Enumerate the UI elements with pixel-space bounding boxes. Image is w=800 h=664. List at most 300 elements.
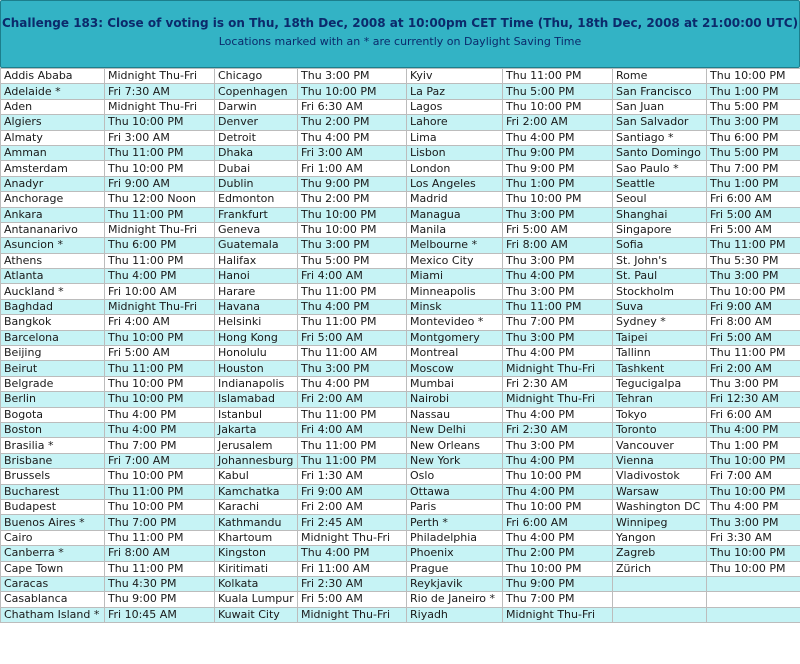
local-time-cell: Thu 7:00 PM (707, 161, 800, 176)
table-row (1, 315, 800, 330)
timezone-table (0, 68, 800, 623)
city-name-cell: Singapore (613, 222, 707, 237)
local-time-cell (707, 592, 800, 607)
page-subtitle: Locations marked with an * are currently on Daylight Saving Time (218, 35, 582, 48)
city-name-cell: Lisbon (407, 145, 503, 160)
city-name-cell: New York (407, 453, 503, 468)
city-name-cell: Ottawa (407, 484, 503, 499)
city-name-cell: Kingston (215, 546, 298, 561)
table-row (1, 99, 800, 114)
table-row (1, 561, 800, 576)
city-name-cell: Phoenix (407, 546, 503, 561)
local-time-cell: Fri 5:00 AM (707, 330, 800, 345)
city-name-cell: Winnipeg (613, 515, 707, 530)
city-name-cell: Santo Domingo (613, 145, 707, 160)
local-time-cell: Fri 1:00 AM (298, 161, 407, 176)
local-time-cell: Thu 4:00 PM (298, 376, 407, 391)
city-name-cell: Montreal (407, 346, 503, 361)
local-time-cell: Fri 2:45 AM (298, 515, 407, 530)
city-name-cell: Montevideo * (407, 315, 503, 330)
local-time-cell: Thu 11:00 PM (298, 453, 407, 468)
local-time-cell: Fri 5:00 AM (707, 207, 800, 222)
local-time-cell: Thu 10:00 PM (105, 330, 215, 345)
local-time-cell: Thu 5:00 PM (707, 145, 800, 160)
table-row (1, 299, 800, 314)
city-name-cell: Jerusalem (215, 438, 298, 453)
local-time-cell: Thu 10:00 PM (503, 99, 613, 114)
city-name-cell: Mumbai (407, 376, 503, 391)
local-time-cell: Thu 9:00 PM (503, 145, 613, 160)
local-time-cell: Fri 6:00 AM (503, 515, 613, 530)
local-time-cell: Fri 5:00 AM (707, 222, 800, 237)
city-name-cell: Kuwait City (215, 607, 298, 622)
local-time-cell: Fri 9:00 AM (298, 484, 407, 499)
table-row (1, 192, 800, 207)
city-name-cell: Kuala Lumpur (215, 592, 298, 607)
city-name-cell: Bogota (1, 407, 105, 422)
city-name-cell: Tashkent (613, 361, 707, 376)
city-name-cell (613, 607, 707, 622)
city-name-cell: Tokyo (613, 407, 707, 422)
local-time-cell: Thu 3:00 PM (707, 269, 800, 284)
city-name-cell: Johannesburg (215, 453, 298, 468)
city-name-cell: Brisbane (1, 453, 105, 468)
local-time-cell: Thu 4:00 PM (707, 499, 800, 514)
city-name-cell: Amman (1, 145, 105, 160)
local-time-cell: Thu 11:00 PM (298, 438, 407, 453)
local-time-cell: Thu 4:00 PM (503, 530, 613, 545)
local-time-cell: Thu 10:00 PM (707, 284, 800, 299)
table-row (1, 515, 800, 530)
city-name-cell: Belgrade (1, 376, 105, 391)
local-time-cell: Thu 10:00 PM (298, 207, 407, 222)
table-row (1, 284, 800, 299)
city-name-cell: Reykjavik (407, 576, 503, 591)
local-time-cell: Fri 2:30 AM (503, 422, 613, 437)
table-row (1, 207, 800, 222)
local-time-cell: Fri 5:00 AM (298, 592, 407, 607)
local-time-cell: Thu 10:00 PM (503, 561, 613, 576)
local-time-cell: Thu 4:00 PM (298, 546, 407, 561)
local-time-cell: Thu 9:00 PM (503, 576, 613, 591)
city-name-cell: Brussels (1, 469, 105, 484)
local-time-cell: Thu 10:00 PM (707, 484, 800, 499)
city-name-cell: Vancouver (613, 438, 707, 453)
city-name-cell: Islamabad (215, 392, 298, 407)
city-name-cell: Asuncion * (1, 238, 105, 253)
table-row (1, 222, 800, 237)
local-time-cell: Midnight Thu-Fri (105, 222, 215, 237)
local-time-cell: Thu 10:00 PM (503, 469, 613, 484)
local-time-cell: Thu 3:00 PM (503, 330, 613, 345)
local-time-cell: Thu 10:00 PM (707, 453, 800, 468)
table-row (1, 330, 800, 345)
city-name-cell: Geneva (215, 222, 298, 237)
city-name-cell: Kiritimati (215, 561, 298, 576)
city-name-cell: Khartoum (215, 530, 298, 545)
city-name-cell: Rome (613, 69, 707, 84)
city-name-cell: Oslo (407, 469, 503, 484)
local-time-cell: Thu 4:00 PM (298, 130, 407, 145)
city-name-cell: Dublin (215, 176, 298, 191)
local-time-cell: Thu 3:00 PM (298, 361, 407, 376)
table-row (1, 592, 800, 607)
local-time-cell: Fri 11:00 AM (298, 561, 407, 576)
city-name-cell: Adelaide * (1, 84, 105, 99)
city-name-cell: Rio de Janeiro * (407, 592, 503, 607)
city-name-cell: Amsterdam (1, 161, 105, 176)
local-time-cell: Thu 3:00 PM (707, 376, 800, 391)
city-name-cell: La Paz (407, 84, 503, 99)
local-time-cell: Thu 11:00 PM (105, 361, 215, 376)
local-time-cell: Fri 6:00 AM (707, 407, 800, 422)
local-time-cell: Fri 5:00 AM (105, 346, 215, 361)
local-time-cell: Thu 11:00 PM (105, 561, 215, 576)
city-name-cell: Halifax (215, 253, 298, 268)
city-name-cell: Darwin (215, 99, 298, 114)
city-name-cell: Berlin (1, 392, 105, 407)
local-time-cell: Thu 9:00 PM (503, 161, 613, 176)
city-name-cell (613, 576, 707, 591)
local-time-cell: Thu 11:00 PM (105, 484, 215, 499)
local-time-cell: Thu 10:00 PM (298, 84, 407, 99)
city-name-cell: Riyadh (407, 607, 503, 622)
city-name-cell: Dubai (215, 161, 298, 176)
local-time-cell: Thu 11:00 PM (105, 253, 215, 268)
local-time-cell: Thu 11:00 PM (105, 207, 215, 222)
local-time-cell: Thu 1:00 PM (707, 438, 800, 453)
table-row (1, 253, 800, 268)
city-name-cell: Lagos (407, 99, 503, 114)
local-time-cell: Thu 10:00 PM (707, 561, 800, 576)
local-time-cell: Thu 4:00 PM (503, 484, 613, 499)
local-time-cell: Thu 10:00 PM (105, 469, 215, 484)
local-time-cell: Thu 10:00 PM (503, 192, 613, 207)
city-name-cell: Philadelphia (407, 530, 503, 545)
city-name-cell: Aden (1, 99, 105, 114)
table-row (1, 530, 800, 545)
local-time-cell: Fri 3:00 AM (105, 130, 215, 145)
table-row (1, 346, 800, 361)
local-time-cell: Fri 2:30 AM (298, 576, 407, 591)
table-row (1, 145, 800, 160)
city-name-cell: Dhaka (215, 145, 298, 160)
local-time-cell: Fri 2:00 AM (707, 361, 800, 376)
city-name-cell: Seattle (613, 176, 707, 191)
city-name-cell: Boston (1, 422, 105, 437)
local-time-cell: Fri 8:00 AM (503, 238, 613, 253)
table-row (1, 422, 800, 437)
local-time-cell: Thu 3:00 PM (503, 438, 613, 453)
local-time-cell: Fri 10:00 AM (105, 284, 215, 299)
city-name-cell: Perth * (407, 515, 503, 530)
local-time-cell: Thu 1:00 PM (503, 176, 613, 191)
city-name-cell: Caracas (1, 576, 105, 591)
city-name-cell: Nassau (407, 407, 503, 422)
local-time-cell: Thu 10:00 PM (105, 376, 215, 391)
city-name-cell: Budapest (1, 499, 105, 514)
city-name-cell: Shanghai (613, 207, 707, 222)
page-header (0, 0, 800, 68)
local-time-cell: Thu 2:00 PM (298, 192, 407, 207)
local-time-cell: Fri 1:30 AM (298, 469, 407, 484)
city-name-cell: New Orleans (407, 438, 503, 453)
city-name-cell: Anadyr (1, 176, 105, 191)
city-name-cell: Algiers (1, 115, 105, 130)
table-row (1, 407, 800, 422)
city-name-cell: Cairo (1, 530, 105, 545)
city-name-cell: Harare (215, 284, 298, 299)
city-name-cell: New Delhi (407, 422, 503, 437)
local-time-cell: Midnight Thu-Fri (105, 69, 215, 84)
local-time-cell: Thu 11:00 PM (298, 315, 407, 330)
table-row (1, 115, 800, 130)
local-time-cell: Thu 12:00 Noon (105, 192, 215, 207)
city-name-cell: San Salvador (613, 115, 707, 130)
city-name-cell: Zagreb (613, 546, 707, 561)
local-time-cell: Thu 3:00 PM (503, 284, 613, 299)
local-time-cell: Thu 5:30 PM (707, 253, 800, 268)
local-time-cell: Thu 2:00 PM (503, 546, 613, 561)
local-time-cell (707, 607, 800, 622)
local-time-cell: Thu 3:00 PM (707, 115, 800, 130)
local-time-cell: Thu 4:00 PM (503, 407, 613, 422)
city-name-cell: Honolulu (215, 346, 298, 361)
local-time-cell: Thu 11:00 AM (298, 346, 407, 361)
local-time-cell: Fri 2:30 AM (503, 376, 613, 391)
city-name-cell: Athens (1, 253, 105, 268)
table-row (1, 469, 800, 484)
local-time-cell: Midnight Thu-Fri (298, 530, 407, 545)
table-row (1, 69, 800, 84)
city-name-cell: San Juan (613, 99, 707, 114)
local-time-cell: Fri 8:00 AM (105, 546, 215, 561)
local-time-cell: Fri 4:00 AM (298, 422, 407, 437)
local-time-cell: Midnight Thu-Fri (503, 607, 613, 622)
local-time-cell: Thu 10:00 PM (707, 69, 800, 84)
local-time-cell: Fri 5:00 AM (503, 222, 613, 237)
city-name-cell: London (407, 161, 503, 176)
city-name-cell: Denver (215, 115, 298, 130)
city-name-cell: Paris (407, 499, 503, 514)
local-time-cell: Fri 3:30 AM (707, 530, 800, 545)
city-name-cell: Anchorage (1, 192, 105, 207)
city-name-cell: Melbourne * (407, 238, 503, 253)
city-name-cell: Zürich (613, 561, 707, 576)
city-name-cell: Chicago (215, 69, 298, 84)
city-name-cell: Houston (215, 361, 298, 376)
table-row (1, 269, 800, 284)
local-time-cell: Fri 6:30 AM (298, 99, 407, 114)
local-time-cell: Thu 10:00 PM (298, 222, 407, 237)
city-name-cell: Sofia (613, 238, 707, 253)
local-time-cell: Fri 7:00 AM (105, 453, 215, 468)
local-time-cell: Thu 4:00 PM (503, 130, 613, 145)
local-time-cell: Thu 5:00 PM (707, 99, 800, 114)
local-time-cell: Thu 4:00 PM (105, 422, 215, 437)
local-time-cell: Fri 10:45 AM (105, 607, 215, 622)
local-time-cell: Fri 2:00 AM (298, 499, 407, 514)
local-time-cell: Thu 3:00 PM (503, 253, 613, 268)
table-row (1, 546, 800, 561)
local-time-cell: Thu 11:00 PM (707, 346, 800, 361)
local-time-cell: Thu 1:00 PM (707, 84, 800, 99)
city-name-cell: Atlanta (1, 269, 105, 284)
local-time-cell: Thu 9:00 PM (298, 176, 407, 191)
local-time-cell: Thu 11:00 PM (298, 284, 407, 299)
local-time-cell: Thu 11:00 PM (503, 299, 613, 314)
local-time-cell: Thu 4:00 PM (105, 407, 215, 422)
city-name-cell: San Francisco (613, 84, 707, 99)
table-row (1, 161, 800, 176)
local-time-cell: Thu 11:00 PM (105, 530, 215, 545)
city-name-cell: Kabul (215, 469, 298, 484)
city-name-cell: Montgomery (407, 330, 503, 345)
city-name-cell: Havana (215, 299, 298, 314)
city-name-cell: Nairobi (407, 392, 503, 407)
city-name-cell: Beijing (1, 346, 105, 361)
timezone-table-body (1, 69, 800, 623)
city-name-cell: Sao Paulo * (613, 161, 707, 176)
local-time-cell: Thu 4:00 PM (707, 422, 800, 437)
city-name-cell: Barcelona (1, 330, 105, 345)
table-row (1, 176, 800, 191)
local-time-cell: Fri 6:00 AM (707, 192, 800, 207)
city-name-cell: Kyiv (407, 69, 503, 84)
city-name-cell: Los Angeles (407, 176, 503, 191)
local-time-cell: Thu 4:00 PM (503, 453, 613, 468)
city-name-cell: Taipei (613, 330, 707, 345)
city-name-cell: Frankfurt (215, 207, 298, 222)
local-time-cell: Midnight Thu-Fri (503, 361, 613, 376)
local-time-cell: Midnight Thu-Fri (105, 99, 215, 114)
local-time-cell: Thu 2:00 PM (298, 115, 407, 130)
local-time-cell: Thu 3:00 PM (503, 207, 613, 222)
city-name-cell: Istanbul (215, 407, 298, 422)
city-name-cell: Edmonton (215, 192, 298, 207)
city-name-cell: Vienna (613, 453, 707, 468)
city-name-cell (613, 592, 707, 607)
local-time-cell: Thu 3:00 PM (707, 515, 800, 530)
table-row (1, 376, 800, 391)
city-name-cell: Addis Ababa (1, 69, 105, 84)
local-time-cell: Fri 4:00 AM (105, 315, 215, 330)
table-row (1, 238, 800, 253)
local-time-cell: Thu 4:00 PM (105, 269, 215, 284)
local-time-cell: Fri 7:30 AM (105, 84, 215, 99)
table-row (1, 453, 800, 468)
city-name-cell: Brasilia * (1, 438, 105, 453)
local-time-cell: Thu 10:00 PM (105, 115, 215, 130)
local-time-cell: Thu 10:00 PM (105, 161, 215, 176)
city-name-cell: Chatham Island * (1, 607, 105, 622)
local-time-cell: Thu 7:00 PM (105, 438, 215, 453)
city-name-cell: Canberra * (1, 546, 105, 561)
table-row (1, 499, 800, 514)
city-name-cell: Beirut (1, 361, 105, 376)
local-time-cell: Thu 11:00 PM (707, 238, 800, 253)
table-row (1, 484, 800, 499)
city-name-cell: Miami (407, 269, 503, 284)
city-name-cell: Warsaw (613, 484, 707, 499)
city-name-cell: Indianapolis (215, 376, 298, 391)
local-time-cell: Thu 7:00 PM (503, 592, 613, 607)
city-name-cell: Lima (407, 130, 503, 145)
local-time-cell: Thu 6:00 PM (707, 130, 800, 145)
city-name-cell: Auckland * (1, 284, 105, 299)
local-time-cell: Fri 9:00 AM (105, 176, 215, 191)
city-name-cell: Ankara (1, 207, 105, 222)
city-name-cell: Kamchatka (215, 484, 298, 499)
local-time-cell: Fri 3:00 AM (298, 145, 407, 160)
city-name-cell: Prague (407, 561, 503, 576)
local-time-cell: Thu 9:00 PM (105, 592, 215, 607)
local-time-cell: Thu 11:00 PM (298, 407, 407, 422)
local-time-cell: Fri 12:30 AM (707, 392, 800, 407)
local-time-cell: Thu 1:00 PM (707, 176, 800, 191)
city-name-cell: Antananarivo (1, 222, 105, 237)
local-time-cell: Thu 10:00 PM (503, 499, 613, 514)
city-name-cell: Bangkok (1, 315, 105, 330)
city-name-cell: Karachi (215, 499, 298, 514)
city-name-cell: Buenos Aires * (1, 515, 105, 530)
local-time-cell: Fri 4:00 AM (298, 269, 407, 284)
city-name-cell: Vladivostok (613, 469, 707, 484)
city-name-cell: Kolkata (215, 576, 298, 591)
local-time-cell: Thu 5:00 PM (298, 253, 407, 268)
city-name-cell: St. John's (613, 253, 707, 268)
city-name-cell: Minneapolis (407, 284, 503, 299)
city-name-cell: Bucharest (1, 484, 105, 499)
city-name-cell: Helsinki (215, 315, 298, 330)
city-name-cell: Tallinn (613, 346, 707, 361)
local-time-cell: Thu 6:00 PM (105, 238, 215, 253)
local-time-cell: Fri 9:00 AM (707, 299, 800, 314)
city-name-cell: Washington DC (613, 499, 707, 514)
page-title: Challenge 183: Close of voting is on Thu, 18th Dec, 2008 at 10:00pm CET Time (Thu, 18th Dec, 2008 at 21:00:00 UTC) (1, 16, 799, 30)
local-time-cell: Thu 11:00 PM (105, 145, 215, 160)
local-time-cell: Thu 10:00 PM (105, 499, 215, 514)
city-name-cell: Baghdad (1, 299, 105, 314)
table-row (1, 130, 800, 145)
local-time-cell: Thu 4:00 PM (503, 346, 613, 361)
city-name-cell: Seoul (613, 192, 707, 207)
city-name-cell: Casablanca (1, 592, 105, 607)
local-time-cell: Thu 10:00 PM (707, 546, 800, 561)
local-time-cell: Fri 5:00 AM (298, 330, 407, 345)
city-name-cell: Stockholm (613, 284, 707, 299)
city-name-cell: Manila (407, 222, 503, 237)
city-name-cell: St. Paul (613, 269, 707, 284)
local-time-cell: Midnight Thu-Fri (105, 299, 215, 314)
city-name-cell: Lahore (407, 115, 503, 130)
local-time-cell: Thu 7:00 PM (105, 515, 215, 530)
city-name-cell: Tegucigalpa (613, 376, 707, 391)
city-name-cell: Sydney * (613, 315, 707, 330)
city-name-cell: Santiago * (613, 130, 707, 145)
city-name-cell: Guatemala (215, 238, 298, 253)
city-name-cell: Toronto (613, 422, 707, 437)
city-name-cell: Madrid (407, 192, 503, 207)
local-time-cell: Thu 7:00 PM (503, 315, 613, 330)
city-name-cell: Jakarta (215, 422, 298, 437)
local-time-cell: Fri 2:00 AM (298, 392, 407, 407)
city-name-cell: Kathmandu (215, 515, 298, 530)
table-row (1, 361, 800, 376)
local-time-cell: Thu 5:00 PM (503, 84, 613, 99)
city-name-cell: Detroit (215, 130, 298, 145)
local-time-cell: Thu 10:00 PM (105, 392, 215, 407)
